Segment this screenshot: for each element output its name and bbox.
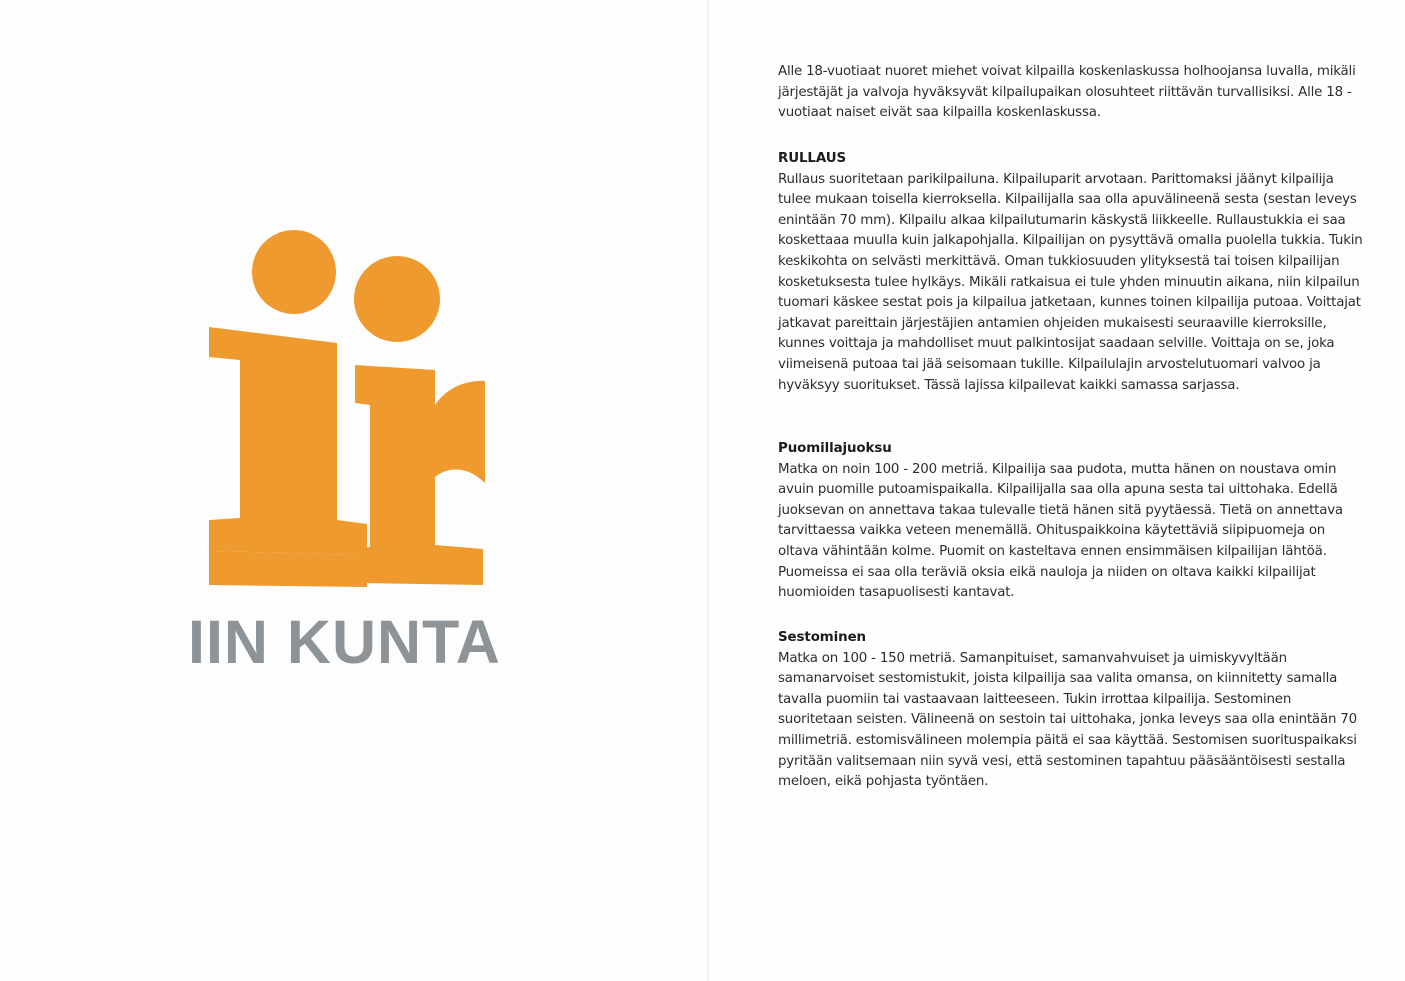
intro-section — [778, 62, 1368, 124]
logo-right-stem — [355, 365, 485, 585]
logo-right-dot — [354, 256, 440, 342]
section-heading: Puomillajuoksu — [778, 441, 892, 456]
section-body: Rullaus suoritetaan parikilpailuna. Kilpailuparit arvotaan. Parittomaksi jäänyt kilpailija tulee mukaan toisella kierroksella. Kilpailijalla saa olla apuvälineenä sesta (sestan leveys enintään 70 mm). Kilpailu alkaa kilpailutumarin käskystä liikkeelle. Rullaustukkia ei saa koskettaaa muulla kuin jalkapohjalla. Kilpailijan on pysyttävä omalla puolella tukkia. Tukin keskikohta on selvästi merkittävä. Oman tukkiosuuden ylityksestä tai toisen kilpailijan kosketuksesta tulee hylkäys. Mikäli ratkaisua ei tule yhden minuutin aikana, niin kilpailun tuomari käskee sestat pois ja kilpailua jatketaan, kunnes toinen kilpailija putoaa. Voittajat jatkavat pareittain järjestäjien antamien ohjeiden mukaisesti seuraaville kierroksille, kunnes voittaja ja mahdolliset muut palkintosijat saadaan selville. Voittaja on se, joka viimeisenä putoaa tai jää seisomaan tukille. Kilpailulajin arvostelutuomari valvoo ja hyväksyy suoritukset. Tässä lajissa kilpailevat kaikki samassa sarjassa. — [778, 171, 1363, 393]
intro-paragraph: Alle 18-vuotiaat nuoret miehet voivat kilpailla koskenlaskussa holhoojansa luvalla, mikäli järjestäjät ja valvoja hyväksyvät kilpailupaikan olosuhteet riittävän turvallisiksi. Alle 18 -vuotiaat naiset eivät saa kilpailla koskenlaskussa. — [778, 64, 1356, 121]
section-body: Matka on 100 - 150 metriä. Samanpituiset, samanvahvuiset ja uimiskyvyltään samanarvoiset sestomistukit, joista kilpailija saa valita omansa, on kiinnitetty samalla tavalla puomiin tai vastaavaan laitteeseen. Tukin irrottaa kilpailija. Sestominen suoritetaan seisten. Välineenä on sestoin tai uittohaka, jonka leveys saa olla enintään 70 millimetriä. estomisvälineen molempia päitä ei saa käyttää. Sestomisen suorituspaikaksi pyritään valitsemaan niin syvä vesi, että sestominen tapahtuu pääsääntöisesti sestalla meloen, eikä pohjasta työntäen. — [778, 650, 1357, 790]
logo-left-dot — [252, 230, 336, 314]
section-heading: Sestominen — [778, 630, 866, 645]
section-body: Matka on noin 100 - 200 metriä. Kilpailija saa pudota, mutta hänen on noustava omin avuin puomille putoamispaikalla. Kilpailijalla saa olla apuna sesta tai uittohaka. Edellä juoksevan on annettava takaa tulevalle tietä hänen sitä pyytäessä. Tietä on annettava tarvittaessa vaikka veteen menemällä. Ohituspaikkoina käytettäviä siipipuomeja on oltava vähintään kolme. Puomit on kasteltava ennen ensimmäisen kilpailijan lähtöä. Puomeissa ei saa olla teräviä oksia eikä nauloja ja niiden on oltava kaikki kilpailijat huomioiden tasapuolisesti kantavat. — [778, 461, 1343, 601]
section-heading: RULLAUS — [778, 151, 847, 166]
logo-base — [209, 551, 367, 587]
section-puomillajuoksu — [778, 439, 1368, 604]
section-sestominen — [778, 628, 1368, 793]
section-rullaus — [778, 149, 1368, 396]
logo-wordmark: IIN KUNTA — [188, 608, 501, 676]
logo-left-stem — [209, 327, 367, 555]
